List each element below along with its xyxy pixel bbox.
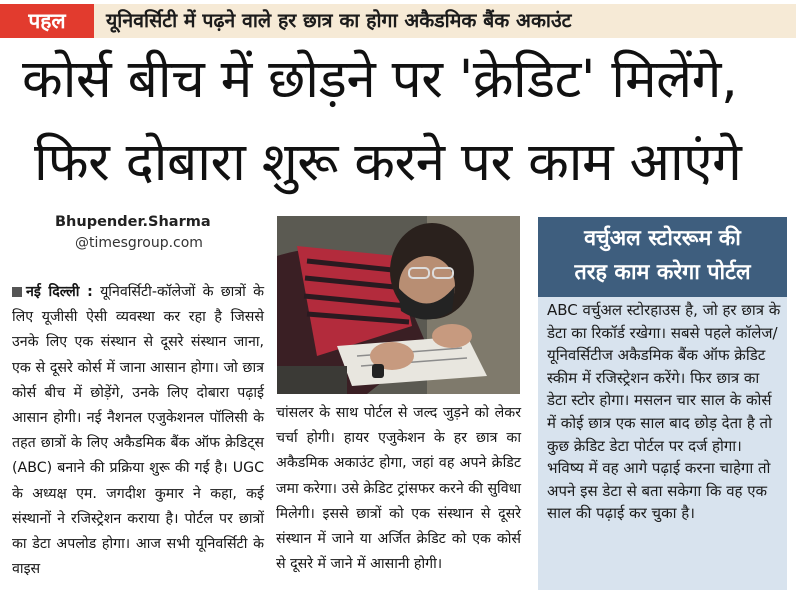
headline-line-2: फिर दोबारा शुरू करने पर काम आएंगे	[34, 132, 742, 193]
kicker-text: यूनिवर्सिटी में पढ़ने वाले हर छात्र का होगा अकैडमिक बैंक अकाउंट	[106, 9, 572, 32]
article-photo	[277, 216, 520, 394]
sidebar-text: ABC वर्चुअल स्टोरहाउस है, जो हर छात्र के डेटा का रिकॉर्ड रखेगा। सबसे पहले कॉलेज/यूनिवर्सिटीज अकैडमिक बैंक ऑफ क्रेडिट स्कीम में रजिस्ट्रेशन करेंगे। फिर छात्र का डेटा स्टोर होगा। मसलन चार साल के कोर्स में कोई छात्र एक साल बाद छोड़ देता है तो कुछ क्रेडिट डेटा पोर्टल पर दर्ज होगा। भविष्य में वह आगे पढ़ाई करना चाहेगा तो अपने इस डेटा से बता सकेगा कि वह एक साल की पढ़ाई कर चुका है।	[547, 301, 781, 523]
dateline: नई दिल्ली :	[26, 284, 93, 300]
bullet-square-icon	[12, 287, 22, 297]
sidebar-title-line-2: तरह काम करेगा पोर्टल	[574, 260, 751, 285]
kicker-bar	[0, 4, 796, 38]
article-column-middle: चांसलर के साथ पोर्टल से जल्द जुड़ने को लेकर चर्चा होगी। हायर एजुकेशन के हर छात्र का अकैडमिक अकाउंट होगा, जहां वह अपने क्रेडिट जमा करेगा। उसे क्रेडिट ट्रांसफर करने की सुविधा मिलेगी। इससे छात्रों को एक संस्थान से दूसरे संस्थान में जाने या अर्जित क्रेडिट को एक कोर्स से दूसरे में जाने में आसानी होगी।	[276, 405, 521, 573]
byline-email: @timesgroup.com	[75, 235, 203, 251]
article-left-text: यूनिवर्सिटी-कॉलेजों के छात्रों के लिए यूजीसी ऐसी व्यवस्था कर रहा है जिससे उनके लिए एक संस्थान से दूसरे संस्थान जाना, एक से दूसरे कोर्स में जाना आसान होगा। जो छात्र कोर्स बीच में छोड़ेंगे, उनके लिए दोबारा पढ़ाई आसान होगी। नई नैशनल एजुकेशनल पॉलिसी के तहत छात्रों के लिए अकैडमिक बैंक ऑफ क्रेडिट्स (ABC) बनाने की प्रक्रिया शुरू की गई है। UGC के अध्यक्ष एम. जगदीश कुमार ने कहा, कई संस्थानों ने रजिस्ट्रेशन कराया है। पोर्टल पर छात्रों का डेटा अपलोड होगा। आज सभी यूनिवर्सिटी के वाइस	[12, 284, 265, 578]
section-tag: पहल	[0, 4, 94, 38]
byline-name: Bhupender.Sharma	[55, 214, 211, 230]
headline-line-1: कोर्स बीच में छोड़ने पर 'क्रेडिट' मिलेंगे,	[22, 49, 738, 110]
student-writing-photo	[277, 216, 520, 394]
article-column-left	[12, 280, 264, 582]
sidebar-header	[538, 217, 787, 297]
sidebar-title-line-1: वर्चुअल स्टोररूम की	[584, 226, 741, 251]
